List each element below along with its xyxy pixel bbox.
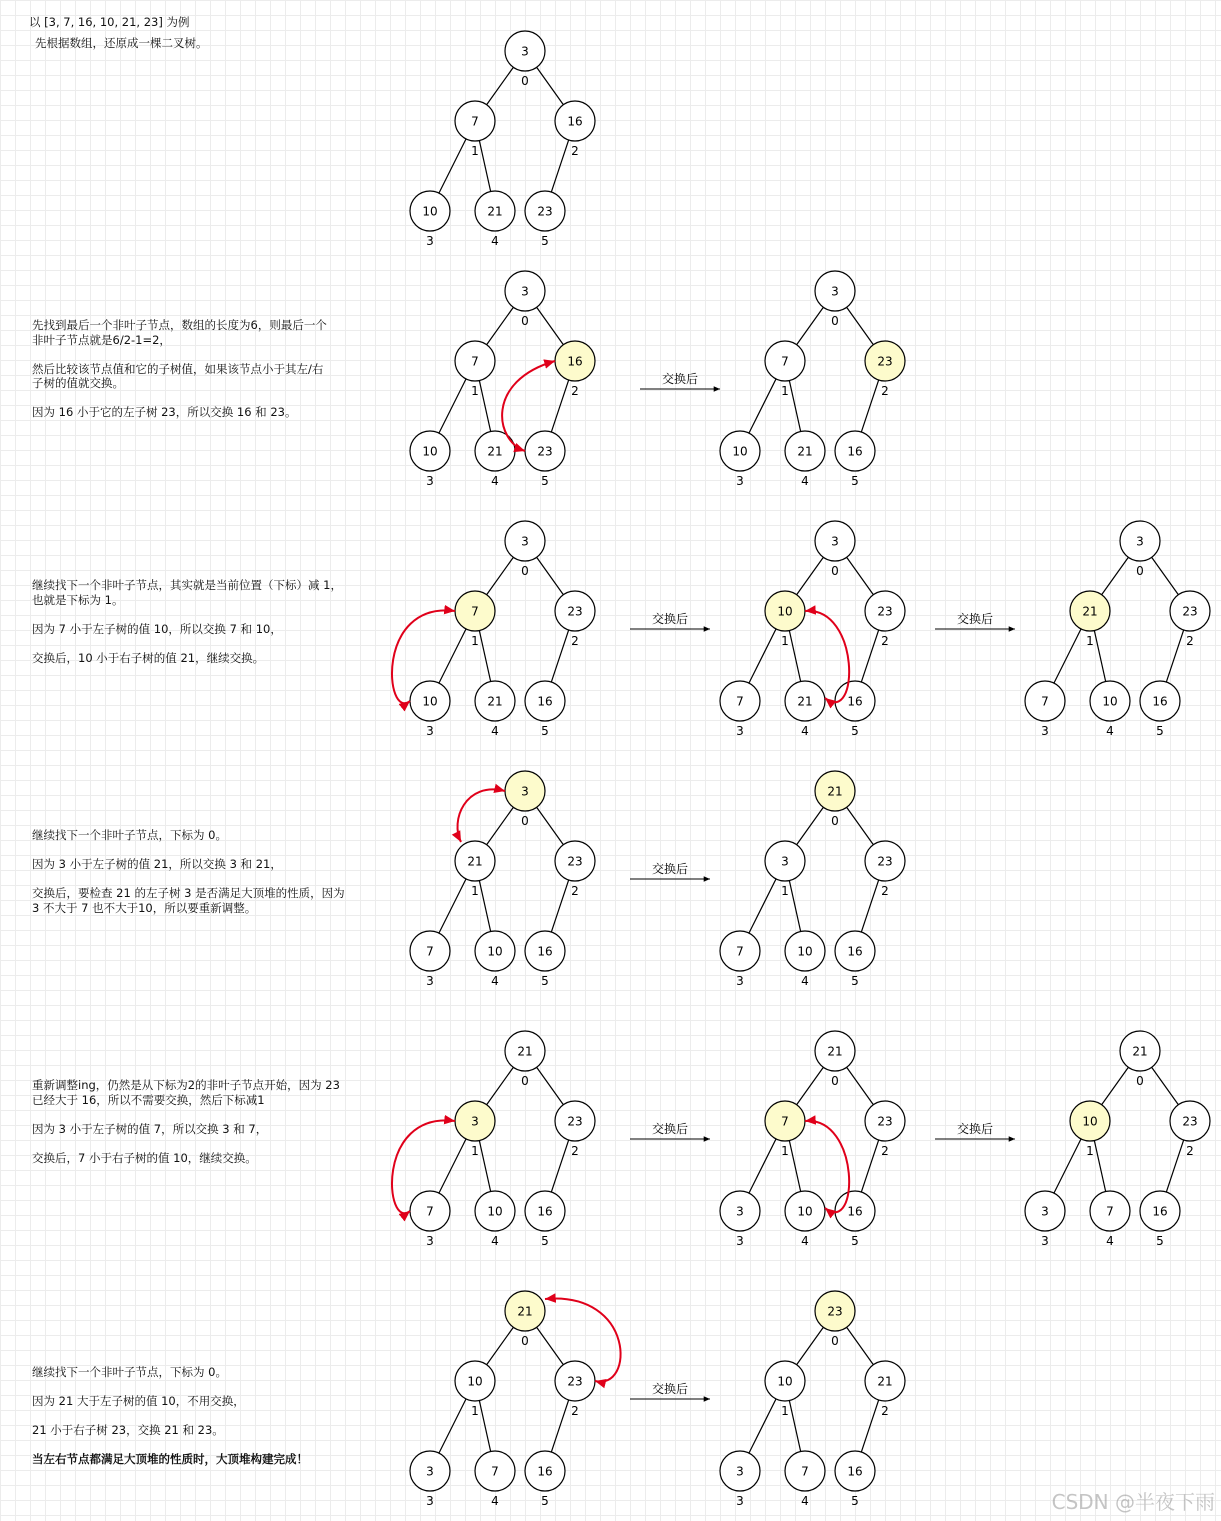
node-value: 21 [827,784,843,799]
node-value: 10 [797,944,813,959]
node-index: 0 [831,1334,839,1348]
node-index: 1 [781,634,789,648]
node-value: 16 [847,694,863,709]
node-value: 21 [1082,604,1098,619]
intro-title: 以 [3, 7, 16, 10, 21, 23] 为例 [29,15,190,29]
description-line [32,1136,340,1151]
description-line: 子树的值就交换。 [32,376,124,390]
node-value: 16 [847,444,863,459]
description-line [32,872,345,887]
arrow-label: 交换后 [661,372,699,386]
node-index: 4 [1106,724,1114,738]
node-value: 21 [797,444,813,459]
tree-edge [479,1141,490,1192]
node-value: 3 [521,284,529,299]
node-value: 16 [847,1204,863,1219]
node-index: 3 [426,474,434,488]
tree-edge [749,629,776,683]
tree-edge [487,1327,514,1364]
node-value: 16 [537,944,553,959]
node-value: 16 [537,694,553,709]
node-value: 3 [521,784,529,799]
step-description-2 [32,578,342,665]
tree-edge [861,630,878,682]
tree-edge [537,67,564,104]
node-index: 3 [1041,724,1049,738]
tree-edge [789,881,800,932]
tree-edge [1152,557,1179,594]
node-index: 4 [801,1234,809,1248]
tree-edge [1102,1067,1129,1104]
node-index: 1 [781,1144,789,1158]
tree-edge [537,307,564,344]
node-index: 4 [801,474,809,488]
node-value: 16 [567,354,583,369]
node-index: 4 [801,974,809,988]
description-line: 交换后，7 小于右子树的值 10，继续交换。 [32,1150,257,1165]
node-value: 23 [877,354,893,369]
tree-edge [537,1067,564,1104]
node-value: 7 [801,1464,809,1479]
tree-edge [537,557,564,594]
description-line: 因为 3 小于左子树的值 21，所以交换 3 和 21， [32,857,282,871]
node-value: 21 [827,1044,843,1059]
tree-edge [861,380,878,432]
node-value: 10 [797,1204,813,1219]
tree-edge [1166,630,1183,682]
node-value: 7 [736,944,744,959]
node-value: 3 [426,1464,434,1479]
tree-edge [487,307,514,344]
tree-edge [479,631,490,682]
tree-edge [1094,631,1105,682]
tree-edge [551,380,568,432]
transition-arrow-2-2 [935,611,1015,629]
tree-edge [789,1401,800,1452]
node-index: 0 [521,1074,529,1088]
intro-subtitle: 先根据数组，还原成一棵二叉树。 [35,35,208,50]
description-line: 非叶子节点就是6/2-1=2， [32,332,171,347]
tree-edge [797,1327,824,1364]
node-value: 21 [487,694,503,709]
node-index: 1 [1086,634,1094,648]
tree-edge [797,807,824,844]
node-value: 7 [1106,1204,1114,1219]
tree-edge [861,880,878,932]
transition-arrow-2-1 [630,611,710,629]
tree-edge [439,1139,466,1193]
tree-2-0 [392,521,595,738]
tree-3-0 [410,771,595,988]
node-index: 5 [851,474,859,488]
description-line: 重新调整ing，仍然是从下标为2的非叶子节点开始，因为 23 [32,1078,340,1092]
node-index: 5 [1156,1234,1164,1248]
step-description-5 [32,1365,308,1467]
node-index: 2 [571,144,579,158]
node-value: 23 [567,854,583,869]
node-value: 16 [847,944,863,959]
tree-1-1 [720,271,905,488]
node-value: 10 [1082,1114,1098,1129]
node-index: 1 [471,1404,479,1418]
tree-edge [551,1140,568,1192]
node-index: 0 [1136,1074,1144,1088]
node-value: 3 [471,1114,479,1129]
node-value: 21 [797,694,813,709]
node-index: 1 [471,634,479,648]
tree-edge [847,307,874,344]
tree-edge [1054,629,1081,683]
node-index: 2 [881,634,889,648]
node-value: 21 [467,854,483,869]
node-value: 10 [467,1374,483,1389]
arrow-label: 交换后 [651,1382,689,1396]
step-description-3 [32,828,345,915]
tree-edge [789,631,800,682]
description-line: 因为 16 小于它的左子树 23，所以交换 16 和 23。 [32,405,297,419]
node-index: 5 [1156,724,1164,738]
description-line [32,391,327,406]
tree-2-2 [1025,521,1210,738]
tree-edge [551,630,568,682]
node-index: 3 [426,1234,434,1248]
description-line: 当左右节点都满足大顶堆的性质时，大顶堆构建完成！ [32,1452,308,1466]
node-index: 0 [831,314,839,328]
node-value: 21 [1132,1044,1148,1059]
node-index: 0 [521,1334,529,1348]
node-value: 21 [517,1304,533,1319]
tree-edge [1054,1139,1081,1193]
node-value: 21 [487,444,503,459]
node-index: 1 [471,884,479,898]
tree-edge [439,139,466,193]
node-index: 5 [851,724,859,738]
node-index: 2 [571,884,579,898]
node-index: 3 [426,724,434,738]
tree-edge [861,1140,878,1192]
node-index: 3 [426,1494,434,1508]
tree-edge [797,557,824,594]
tree-4-2 [1025,1031,1210,1248]
node-value: 21 [877,1374,893,1389]
tree-edge [487,807,514,844]
node-index: 4 [801,724,809,738]
description-line [32,1438,308,1453]
step-description-1 [32,318,327,420]
node-value: 7 [426,1204,434,1219]
node-index: 4 [491,1234,499,1248]
tree-5-1 [720,1291,905,1508]
tree-edge [861,1400,878,1452]
intro-text [29,15,208,50]
description-line: 然后比较该节点值和它的子树值，如果该节点小于其左/右 [32,361,324,376]
node-value: 21 [487,204,503,219]
node-value: 7 [471,114,479,129]
tree-edge [749,379,776,433]
node-value: 23 [567,604,583,619]
tree-edge [1102,557,1129,594]
transition-arrow-1-1 [640,371,720,389]
tree-edge [1166,1140,1183,1192]
node-index: 3 [1041,1234,1049,1248]
tree-edge [1152,1067,1179,1104]
node-value: 10 [422,694,438,709]
node-index: 3 [426,974,434,988]
node-index: 4 [1106,1234,1114,1248]
tree-edge [551,880,568,932]
tree-edge [749,1399,776,1453]
node-value: 10 [1102,694,1118,709]
step-description-4 [32,1078,340,1165]
node-value: 3 [831,284,839,299]
node-index: 0 [831,1074,839,1088]
node-index: 4 [491,974,499,988]
description-line: 3 不大于 7 也不大于10，所以要重新调整。 [32,900,257,915]
node-value: 3 [521,44,529,59]
node-value: 3 [781,854,789,869]
node-value: 16 [1152,1204,1168,1219]
node-index: 5 [851,1234,859,1248]
node-value: 3 [521,534,529,549]
tree-edge [797,1067,824,1104]
node-index: 4 [491,1494,499,1508]
node-index: 3 [736,1494,744,1508]
description-line [32,1409,308,1424]
description-line: 交换后，要检查 21 的左子树 3 是否满足大顶堆的性质，因为 [32,886,345,900]
tree-edge [479,1401,490,1452]
node-value: 23 [877,1114,893,1129]
node-value: 3 [736,1464,744,1479]
node-index: 0 [1136,564,1144,578]
node-index: 4 [801,1494,809,1508]
node-index: 1 [781,384,789,398]
node-value: 7 [781,354,789,369]
node-value: 7 [781,1114,789,1129]
description-line: 继续找下一个非叶子节点，下标为 0。 [32,828,227,842]
arrow-label: 交换后 [651,612,689,626]
node-value: 23 [537,204,553,219]
node-index: 2 [881,884,889,898]
node-index: 4 [491,724,499,738]
tree-edge [537,1327,564,1364]
tree-edge [789,1141,800,1192]
swap-arrow [458,789,505,842]
node-index: 1 [781,1404,789,1418]
node-value: 23 [567,1114,583,1129]
description-line: 交换后，10 小于右子树的值 21，继续交换。 [32,650,265,665]
arrow-label: 交换后 [651,862,689,876]
node-index: 5 [541,234,549,248]
node-value: 23 [1182,604,1198,619]
description-line [32,636,342,651]
node-index: 3 [736,1234,744,1248]
description-line: 因为 7 小于左子树的值 10，所以交换 7 和 10， [32,621,282,636]
node-value: 16 [847,1464,863,1479]
description-line [32,1380,308,1395]
node-index: 5 [851,1494,859,1508]
tree-edge [487,557,514,594]
node-index: 2 [1186,1144,1194,1158]
description-line: 先找到最后一个非叶子节点，数组的长度为6，则最后一个 [32,318,327,332]
tree-edge [551,1400,568,1452]
node-value: 23 [877,854,893,869]
description-line [32,607,342,622]
node-index: 1 [1086,1144,1094,1158]
tree-edge [847,557,874,594]
node-index: 5 [851,974,859,988]
node-value: 21 [517,1044,533,1059]
node-value: 7 [736,694,744,709]
tree-edge [479,881,490,932]
tree-3-1 [720,771,905,988]
tree-edge [479,381,490,432]
description-line [32,843,345,858]
tree-edge [847,1067,874,1104]
node-value: 10 [777,1374,793,1389]
node-index: 0 [521,814,529,828]
node-index: 5 [541,1494,549,1508]
node-value: 7 [471,354,479,369]
node-value: 23 [567,1374,583,1389]
tree-edge [439,1399,466,1453]
tree-edge [1094,1141,1105,1192]
tree-0-0 [410,31,595,248]
node-index: 1 [471,384,479,398]
description-line: 因为 3 小于左子树的值 7，所以交换 3 和 7， [32,1121,268,1136]
tree-4-0 [392,1031,595,1248]
description-line: 也就是下标为 1。 [32,592,124,607]
tree-edge [797,307,824,344]
node-index: 2 [881,384,889,398]
tree-edge [847,1327,874,1364]
node-value: 23 [1182,1114,1198,1129]
node-value: 7 [426,944,434,959]
tree-edge [551,140,568,192]
tree-edge [537,807,564,844]
tree-4-1 [720,1031,905,1248]
tree-edge [479,141,490,192]
node-value: 10 [777,604,793,619]
node-index: 3 [736,474,744,488]
node-value: 10 [732,444,748,459]
node-index: 2 [571,1144,579,1158]
node-index: 2 [571,1404,579,1418]
node-value: 16 [537,1464,553,1479]
node-index: 5 [541,724,549,738]
node-index: 5 [541,474,549,488]
node-value: 10 [487,1204,503,1219]
node-index: 5 [541,974,549,988]
node-index: 1 [471,144,479,158]
description-line: 21 小于右子树 23，交换 21 和 23。 [32,1423,224,1437]
tree-1-0 [410,271,595,488]
node-value: 3 [736,1204,744,1219]
node-value: 10 [422,204,438,219]
description-line: 继续找下一个非叶子节点，下标为 0。 [32,1365,227,1379]
arrow-label: 交换后 [956,612,994,626]
node-index: 2 [571,384,579,398]
node-value: 16 [537,1204,553,1219]
tree-edge [439,879,466,933]
node-value: 3 [1041,1204,1049,1219]
tree-edge [847,807,874,844]
node-index: 3 [736,974,744,988]
node-index: 3 [426,234,434,248]
node-index: 5 [541,1234,549,1248]
description-line: 因为 21 大于左子树的值 10，不用交换， [32,1394,245,1408]
node-value: 23 [877,604,893,619]
tree-edge [789,381,800,432]
watermark: CSDN @半夜下雨 [1051,1490,1215,1514]
description-line [32,347,327,362]
node-index: 4 [491,234,499,248]
node-index: 0 [521,314,529,328]
transition-arrow-3-1 [630,861,710,879]
node-value: 3 [1136,534,1144,549]
tree-edge [487,1067,514,1104]
description-line: 继续找下一个非叶子节点，其实就是当前位置（下标）减 1， [32,578,342,592]
node-value: 23 [827,1304,843,1319]
tree-edge [487,67,514,104]
description-line: 已经大于 16，所以不需要交换，然后下标减1 [32,1092,265,1107]
node-index: 0 [831,814,839,828]
transition-arrow-4-1 [630,1121,710,1139]
node-index: 0 [521,564,529,578]
node-value: 3 [831,534,839,549]
node-index: 2 [881,1144,889,1158]
tree-edge [749,879,776,933]
node-index: 0 [521,74,529,88]
tree-edge [749,1139,776,1193]
transition-arrow-5-1 [630,1381,710,1399]
transition-arrow-4-2 [935,1121,1015,1139]
node-index: 2 [571,634,579,648]
node-index: 1 [471,1144,479,1158]
node-value: 7 [491,1464,499,1479]
node-index: 3 [736,724,744,738]
description-line [32,1107,340,1122]
node-index: 4 [491,474,499,488]
node-value: 10 [487,944,503,959]
node-index: 1 [781,884,789,898]
arrow-label: 交换后 [651,1122,689,1136]
node-value: 7 [1041,694,1049,709]
tree-edge [439,379,466,433]
node-value: 16 [1152,694,1168,709]
tree-2-1 [720,521,905,738]
arrow-label: 交换后 [956,1122,994,1136]
tree-edge [439,629,466,683]
tree-5-0 [410,1291,621,1508]
node-value: 10 [422,444,438,459]
node-value: 23 [537,444,553,459]
node-index: 2 [881,1404,889,1418]
node-index: 0 [831,564,839,578]
node-value: 16 [567,114,583,129]
node-value: 7 [471,604,479,619]
node-index: 2 [1186,634,1194,648]
